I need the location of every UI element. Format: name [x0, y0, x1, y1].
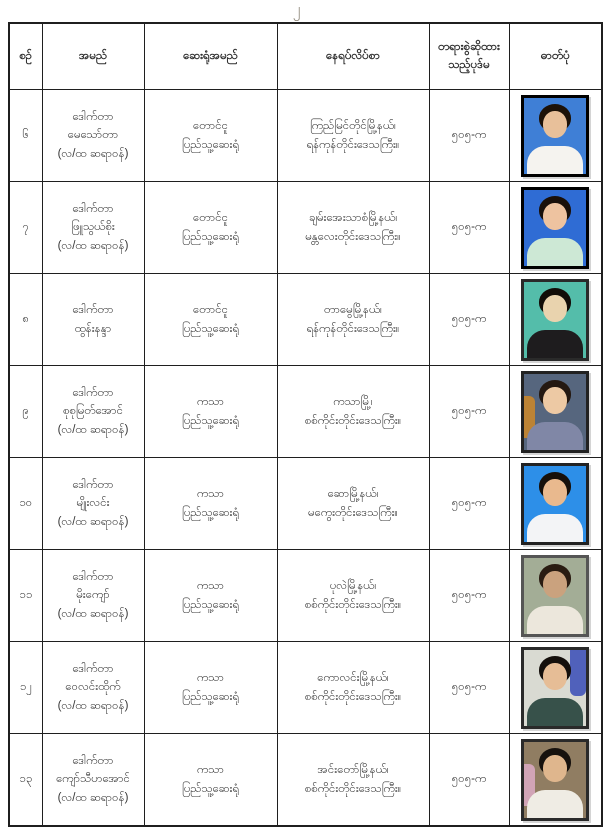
header-photo: [509, 23, 602, 90]
text-line: တာမွေမြို့နယ်၊: [324, 304, 382, 317]
table-row: [9, 642, 602, 734]
header-serial-label: စဉ်: [19, 49, 33, 62]
text-line: ကျော်သီဟအောင်: [56, 773, 130, 786]
cell-photo: [509, 182, 602, 274]
text-line: (လ/ထ ဆရာဝန်): [57, 607, 129, 620]
cell-serial-number: ၁၂: [9, 642, 42, 734]
text-line: (လ/ထ ဆရာဝန်): [57, 147, 129, 160]
photo-torso: [527, 698, 583, 729]
text-line: ပြည်သူ့ဆေးရုံ: [181, 506, 240, 519]
header-hospital-label: ဆေးရုံအမည်: [183, 49, 238, 62]
portrait-photo: [521, 279, 589, 361]
cell-doctor-name: [42, 182, 144, 274]
header-name-label: အမည်: [78, 49, 108, 62]
portrait-photo: [521, 463, 589, 545]
text-line: တောင်ငူ: [193, 120, 228, 133]
portrait-photo: [521, 647, 589, 729]
text-line: မိုးကျော်: [76, 589, 110, 602]
table-row: [9, 90, 602, 182]
cell-hospital-name: [144, 458, 277, 550]
cell-serial-number: ၁၃: [9, 734, 42, 827]
cell-hospital-name: [144, 550, 277, 642]
cell-photo: [509, 366, 602, 458]
cell-charged-section: ၅၀၅-က: [429, 642, 509, 734]
portrait-photo: [521, 555, 589, 637]
text-line: ဝေလင်းထိုက်: [65, 681, 121, 694]
text-line: (လ/ထ ဆရာဝန်): [57, 423, 129, 436]
cell-address: [277, 182, 429, 274]
text-line: ချမ်းအေးသာစံမြို့နယ်၊: [308, 212, 398, 225]
text-line: (လ/ထ ဆရာဝန်): [57, 239, 129, 252]
text-line: ဒေါက်တာ: [72, 570, 114, 583]
photo-face: [543, 479, 567, 506]
header-row: [9, 23, 602, 90]
cell-serial-number: ၁၀: [9, 458, 42, 550]
text-line: ဒေါက်တာ: [72, 386, 114, 399]
photo-torso: [527, 238, 583, 269]
text-line: စစ်ကိုင်းတိုင်းဒေသကြီး။: [304, 690, 402, 703]
text-line: ပြည်သူ့ဆေးရုံ: [181, 414, 240, 427]
cell-doctor-name: [42, 458, 144, 550]
photo-torso: [527, 146, 583, 177]
cell-photo: [509, 458, 602, 550]
table-row: [9, 550, 602, 642]
text-line: အင်းတော်မြို့နယ်၊: [317, 764, 389, 777]
text-line: မေသော်တာ: [67, 129, 119, 142]
header-address-label: နေရပ်လိပ်စာ: [326, 49, 380, 62]
portrait-photo: [521, 739, 589, 821]
cell-charged-section: ၅၀၅-က: [429, 458, 509, 550]
text-line: စုစုမြတ်အောင်: [62, 405, 124, 418]
cell-charged-section: ၅၀၅-က: [429, 274, 509, 366]
text-line: တောင်ငူ: [193, 304, 228, 317]
text-line: ဖြူသွယ်စိုး: [71, 221, 115, 234]
header-section: [429, 23, 509, 90]
table-row: [9, 366, 602, 458]
header-section-label-line1: တရားစွဲဆိုထား: [438, 40, 500, 53]
cell-photo: [509, 550, 602, 642]
cell-doctor-name: [42, 366, 144, 458]
text-line: ကသာ: [196, 488, 225, 501]
cell-charged-section: ၅၀၅-က: [429, 90, 509, 182]
photo-torso: [527, 330, 583, 361]
cell-charged-section: ၅၀၅-က: [429, 550, 509, 642]
text-line: ဆောမြို့နယ်၊: [327, 488, 379, 501]
cell-address: [277, 90, 429, 182]
text-line: ဒေါက်တာ: [72, 110, 114, 123]
cell-serial-number: ၆: [9, 90, 42, 182]
cell-hospital-name: [144, 182, 277, 274]
text-line: ဒေါက်တာ: [72, 662, 114, 675]
photo-accent-detail: [570, 650, 586, 696]
table-row: [9, 458, 602, 550]
photo-face: [543, 203, 567, 230]
portrait-photo: [521, 95, 589, 177]
text-line: ပြည်သူ့ဆေးရုံ: [181, 782, 240, 795]
cell-serial-number: ၉: [9, 366, 42, 458]
photo-face: [543, 755, 567, 782]
cell-photo: [509, 642, 602, 734]
photo-face: [543, 663, 567, 690]
table-row: [9, 274, 602, 366]
header-photo-label: ဓာတ်ပုံ: [540, 49, 570, 62]
charged-doctors-table: [8, 22, 603, 827]
cell-photo: [509, 274, 602, 366]
text-line: ဒေါက်တာ: [72, 754, 114, 767]
header-hospital: [144, 23, 277, 90]
text-line: မကွေးတိုင်းဒေသကြီး။: [308, 506, 398, 519]
header-section-label-line2: သည့်ပုဒ်မ: [448, 58, 490, 71]
photo-face: [543, 387, 567, 414]
cell-photo: [509, 90, 602, 182]
text-line: ကသာ: [196, 672, 225, 685]
photo-torso: [527, 514, 583, 545]
text-line: စစ်ကိုင်းတိုင်းဒေသကြီး။: [304, 782, 402, 795]
cell-address: [277, 458, 429, 550]
text-line: (လ/ထ ဆရာဝန်): [57, 791, 129, 804]
cell-charged-section: ၅၀၅-က: [429, 182, 509, 274]
table-row: [9, 182, 602, 274]
cell-address: [277, 734, 429, 827]
text-line: ပြည်သူ့ဆေးရုံ: [181, 690, 240, 703]
text-line: ပြည်သူ့ဆေးရုံ: [181, 322, 240, 335]
cell-photo: [509, 734, 602, 827]
text-line: ကောလင်းမြို့နယ်၊: [317, 672, 389, 685]
text-line: (လ/ထ ဆရာဝန်): [57, 515, 129, 528]
cell-hospital-name: [144, 642, 277, 734]
cell-doctor-name: [42, 642, 144, 734]
cell-hospital-name: [144, 734, 277, 827]
text-line: ဒေါက်တာ: [72, 304, 114, 317]
text-line: မန္တလေးတိုင်းဒေသကြီး။: [305, 230, 401, 243]
cell-charged-section: ၅၀၅-က: [429, 366, 509, 458]
text-line: ဒေါက်တာ: [72, 202, 114, 215]
text-line: ပုလဲမြို့နယ်၊: [329, 580, 377, 593]
text-line: ရန်ကုန်တိုင်းဒေသကြီး။: [306, 322, 400, 335]
text-line: ကသာ: [196, 764, 225, 777]
photo-face: [543, 111, 567, 138]
text-line: ပြည်သူ့ဆေးရုံ: [181, 230, 240, 243]
cell-address: [277, 642, 429, 734]
photo-face: [543, 295, 567, 322]
text-line: တောင်ငူ: [193, 212, 228, 225]
cell-address: [277, 274, 429, 366]
text-line: ပြည်သူ့ဆေးရုံ: [181, 138, 240, 151]
photo-torso: [527, 790, 583, 821]
header-name: [42, 23, 144, 90]
cell-charged-section: ၅၀၅-က: [429, 734, 509, 827]
cell-serial-number: ၇: [9, 182, 42, 274]
text-line: ရန်ကုန်တိုင်းဒေသကြီး။: [306, 138, 400, 151]
header-serial: [9, 23, 42, 90]
text-line: ထွန်းနန္ဒာ: [74, 322, 112, 335]
portrait-photo: [521, 187, 589, 269]
page-number: ၂: [292, 1, 301, 18]
text-line: ကသာ: [196, 580, 225, 593]
cell-hospital-name: [144, 274, 277, 366]
text-line: ပြည်သူ့ဆေးရုံ: [181, 598, 240, 611]
cell-hospital-name: [144, 90, 277, 182]
text-line: ကသာမြို့၊: [333, 396, 373, 409]
text-line: ကြည်မြင်တိုင်မြို့နယ်၊: [310, 120, 396, 133]
text-line: ကသာ: [196, 396, 225, 409]
cell-address: [277, 550, 429, 642]
photo-torso: [527, 422, 583, 453]
cell-doctor-name: [42, 274, 144, 366]
text-line: (လ/ထ ဆရာဝန်): [57, 699, 129, 712]
cell-doctor-name: [42, 734, 144, 827]
cell-address: [277, 366, 429, 458]
cell-serial-number: ၈: [9, 274, 42, 366]
text-line: စစ်ကိုင်းတိုင်းဒေသကြီး။: [304, 414, 402, 427]
portrait-photo: [521, 371, 589, 453]
cell-hospital-name: [144, 366, 277, 458]
photo-face: [543, 571, 567, 598]
cell-doctor-name: [42, 90, 144, 182]
cell-doctor-name: [42, 550, 144, 642]
text-line: ဒေါက်တာ: [72, 478, 114, 491]
text-line: မျိုးလင်း: [76, 497, 110, 510]
cell-serial-number: ၁၁: [9, 550, 42, 642]
text-line: စစ်ကိုင်းတိုင်းဒေသကြီး။: [304, 598, 402, 611]
photo-torso: [527, 606, 583, 637]
header-address: [277, 23, 429, 90]
table-row: [9, 734, 602, 827]
